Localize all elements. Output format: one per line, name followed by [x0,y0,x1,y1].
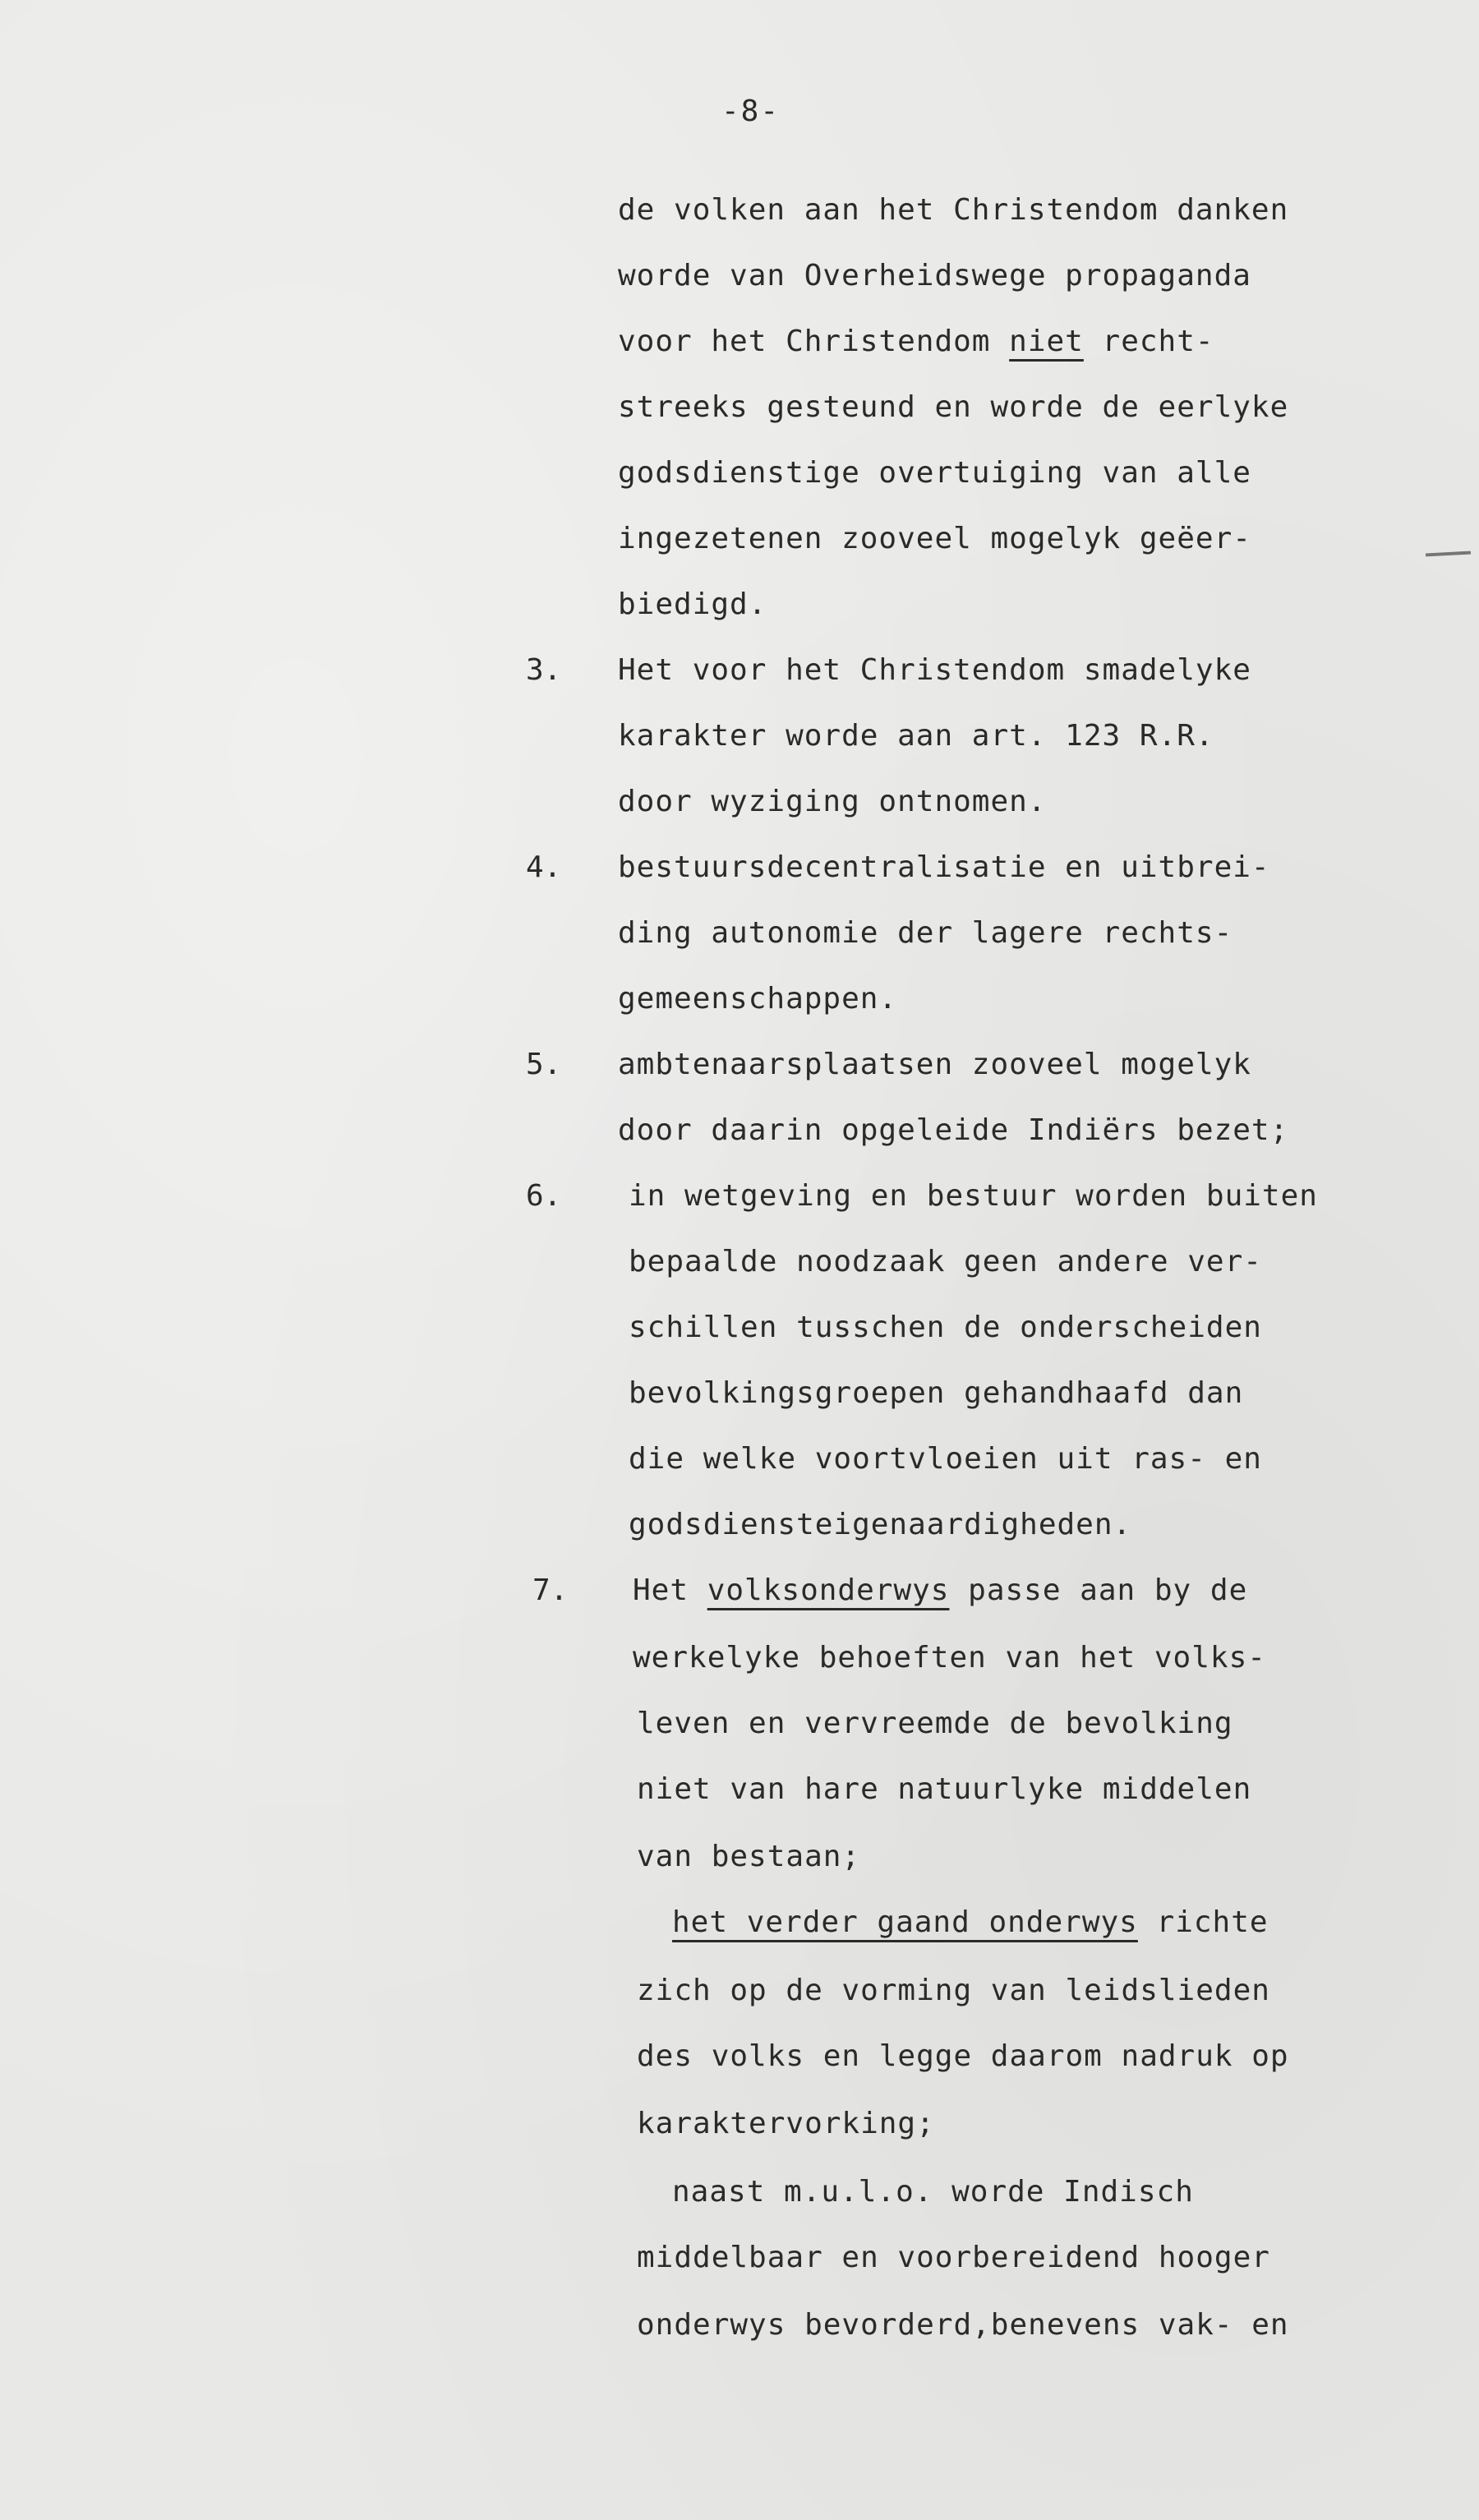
text-line [618,193,1289,227]
line-text: karaktervorking; [637,2107,935,2140]
text-line [618,261,1251,291]
page-number: -8- [721,94,781,128]
text-line [637,1976,1270,2006]
text-line [618,524,1251,554]
text-line [618,1113,1289,1147]
line-text: onderwys bevorderd,benevens vak- en [637,2308,1289,2342]
underlined-text: het verder gaand onderwys [672,1905,1138,1939]
underlined-text: volksonderwys [707,1573,950,1607]
line-text: leven en vervreemde de bevolking [637,1707,1233,1740]
line-text: bestuursdecentralisatie en uitbrei- [618,850,1270,884]
line-text: streeks gesteund en worde de eerlyke [618,390,1289,424]
text-line [633,1643,1266,1673]
line-text-after: richte [1137,1905,1269,1939]
text-line [618,850,1270,884]
text-line [618,458,1251,488]
list-number: 4. [526,850,562,884]
text-line [637,2243,1270,2273]
text-line [637,2109,935,2139]
line-text: gemeenschappen. [618,982,898,1016]
text-line [629,1313,1262,1343]
list-number: 7. [532,1573,569,1607]
text-line [637,1842,860,1872]
list-number: 6. [526,1179,562,1213]
line-text: naast m.u.l.o. worde Indisch [672,2175,1194,2209]
line-text: niet van hare natuurlyke middelen [637,1772,1252,1806]
underlined-text: niet [1009,325,1084,358]
line-text: middelbaar en voorbereidend hooger [637,2241,1270,2274]
line-text: Het voor het Christendom smadelyke [618,653,1251,687]
line-text: karakter worde aan art. 123 R.R. [618,719,1214,753]
line-text: ding autonomie der lagere rechts- [618,916,1233,950]
text-line [618,587,767,621]
line-text-after: passe aan by de [949,1573,1248,1607]
text-line [672,1905,1269,1939]
text-line [637,1709,1233,1739]
text-line [629,1510,1131,1540]
list-number: 3. [526,653,562,687]
text-line [629,1247,1262,1277]
line-text: des volks en legge daarom nadruk op [637,2039,1289,2073]
text-line [618,390,1289,424]
text-line [618,327,1214,357]
line-text: worde van Overheidswege propaganda [618,259,1251,293]
line-text: Het [633,1573,707,1607]
line-text: door wyziging ontnomen. [618,785,1047,818]
line-text: ingezetenen zooveel mogelyk geëer- [618,522,1251,555]
text-line [618,984,897,1014]
list-number: 5. [526,1048,562,1081]
line-text: van bestaan; [637,1840,861,1873]
text-line [618,787,1047,817]
text-line [637,2039,1289,2073]
line-text: godsdienstige overtuiging van alle [618,456,1251,490]
text-line [618,653,1251,687]
text-line [629,1179,1318,1213]
line-text: ambtenaarsplaatsen zooveel mogelyk [618,1048,1251,1081]
text-line [637,1772,1252,1806]
line-text: biedigd. [618,587,767,621]
text-line [618,721,1214,751]
line-text: die welke voortvloeien uit ras- en [629,1442,1262,1476]
line-text: schillen tusschen de onderscheiden [629,1311,1262,1344]
text-line [637,2310,1289,2340]
line-text: bevolkingsgroepen gehandhaafd dan [629,1376,1244,1410]
line-text-after: recht- [1083,325,1214,358]
line-text: in wetgeving en bestuur worden buiten [629,1179,1318,1213]
text-line [672,2177,1194,2207]
line-text: voor het Christendom [618,325,1010,358]
line-text: godsdiensteigenaardigheden. [629,1508,1132,1541]
line-text: werkelyke behoeften van het volks- [633,1641,1266,1675]
text-line [618,1050,1251,1080]
text-line [629,1376,1244,1410]
text-line [618,916,1233,950]
line-text: door daarin opgeleide Indiërs bezet; [618,1113,1289,1147]
line-text: bepaalde noodzaak geen andere ver- [629,1245,1262,1278]
line-text: de volken aan het Christendom danken [618,193,1289,227]
line-text: zich op de vorming van leidslieden [637,1974,1270,2007]
text-line [629,1444,1262,1474]
margin-mark [1426,551,1471,557]
text-line [633,1573,1248,1607]
